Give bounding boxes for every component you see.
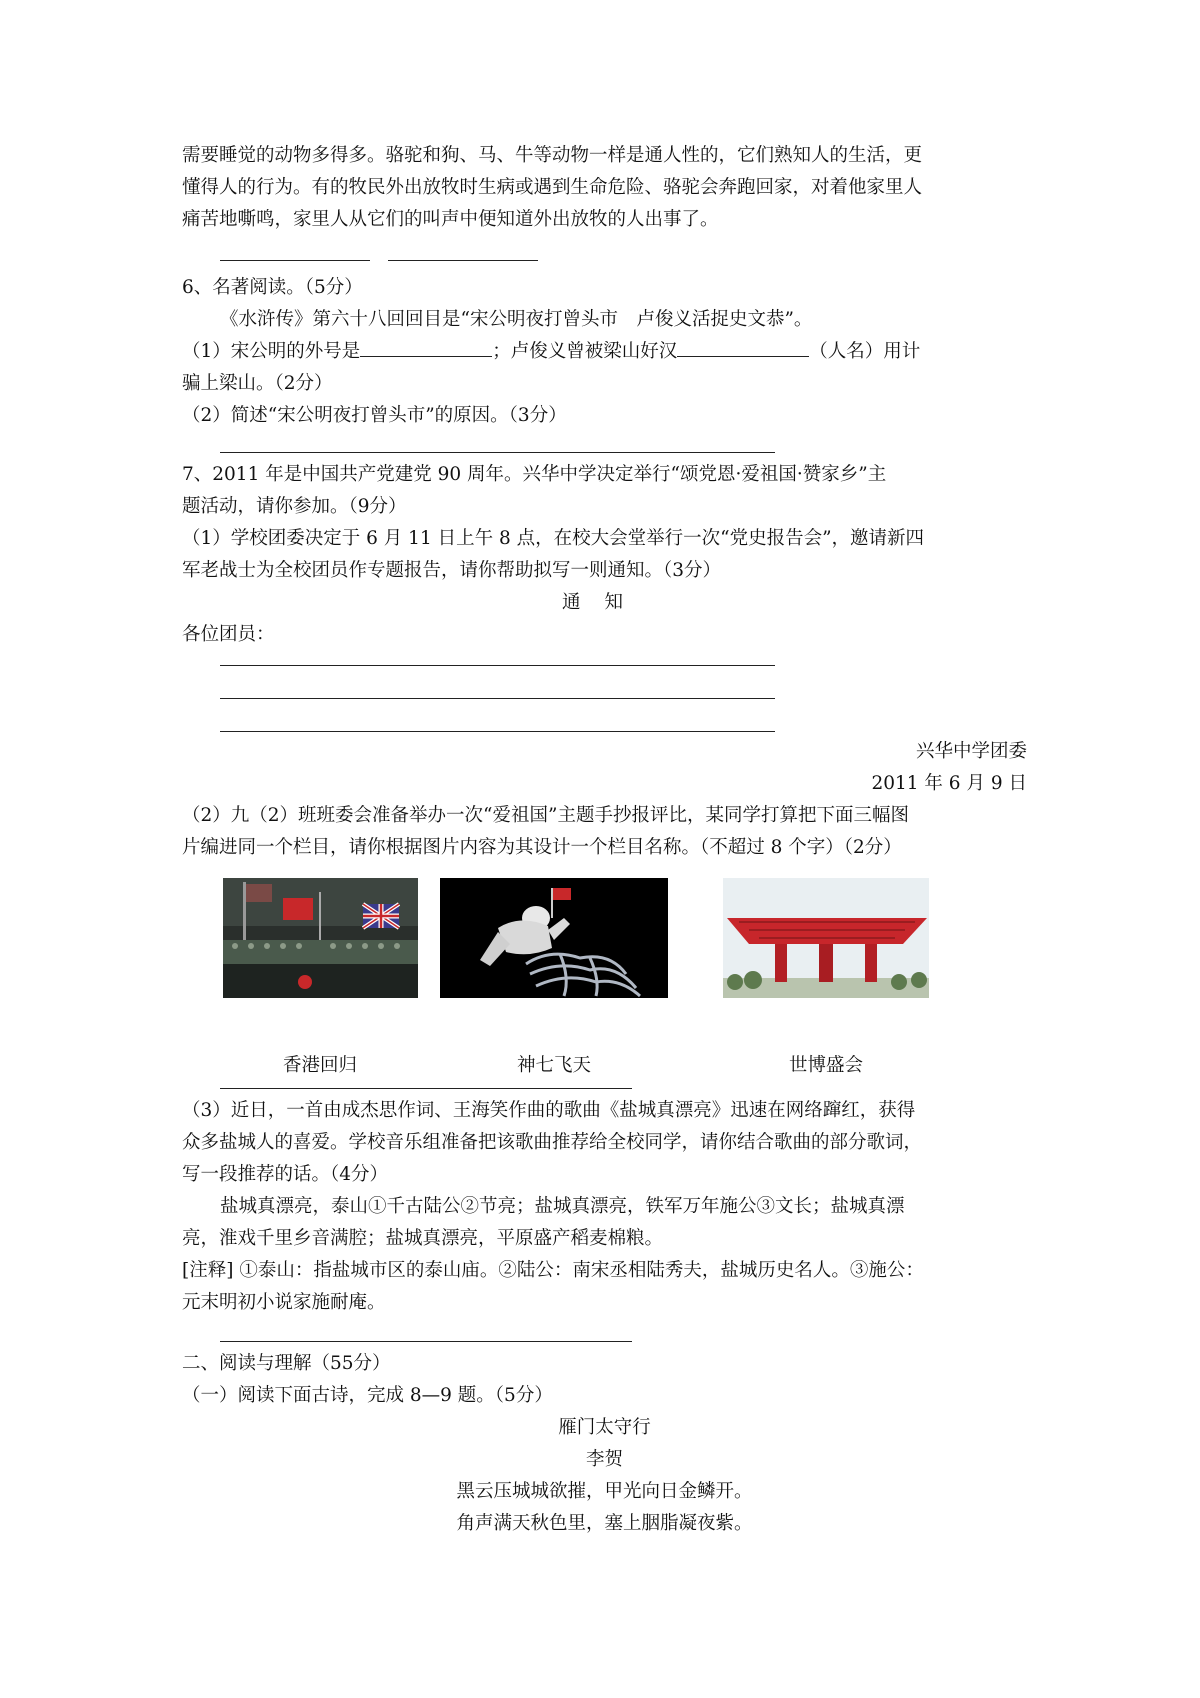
- q6-title: 6、名著阅读。（5分）: [182, 277, 363, 298]
- q6-sub1-text-a: （1）宋公明的外号是: [182, 341, 361, 362]
- picture-caption: 香港回归: [282, 1055, 357, 1076]
- q7-sub1-line2: 军老战士为全校团员作专题报告，请你帮助拟写一则通知。（3分）: [182, 560, 722, 581]
- shenzhou7-spacewalk-photo: [440, 878, 668, 998]
- q6-sub1: [182, 336, 1027, 368]
- picture-caption: 世博盛会: [788, 1055, 863, 1076]
- recommendation-answer-area[interactable]: [182, 1319, 1027, 1342]
- answer-line[interactable]: [220, 1319, 632, 1342]
- person-name-blank[interactable]: [677, 336, 809, 357]
- lyrics-line: 盐城真漂亮，泰山①千古陆公②节亮；盐城真漂亮，铁军万年施公③文长；盐城真漂: [220, 1196, 905, 1217]
- q6-answer-area[interactable]: [182, 432, 1027, 453]
- answer-blank[interactable]: [388, 244, 538, 261]
- passage-line: 痛苦地嘶鸣，家里人从它们的叫声中便知道外出放牧的人出事了。: [182, 209, 719, 230]
- q7-sub2-line2: 片编进同一个栏目，请你根据图片内容为其设计一个栏目名称。（不超过 8 个字）（2分）: [182, 837, 902, 858]
- lyrics-note: [注释] ①泰山：指盐城市区的泰山庙。②陆公：南宋丞相陆秀夫，盐城历史名人。③施公：: [182, 1260, 924, 1281]
- q6-sub1-text-b: ；卢俊义曾被梁山好汉: [492, 341, 678, 362]
- q6-sub1-line2: 骗上梁山。（2分）: [182, 373, 333, 394]
- answer-line[interactable]: [220, 699, 775, 732]
- answer-line[interactable]: [220, 432, 775, 453]
- poem-title: 雁门太守行: [558, 1417, 651, 1438]
- q7-title: 7、2011 年是中国共产党建党 90 周年。兴华中学决定举行“颂党恩·爱祖国·赞家乡”主: [182, 464, 887, 485]
- lyrics-note-line2: 元末明初小说家施耐庵。: [182, 1292, 386, 1313]
- answer-line[interactable]: [220, 651, 775, 666]
- poem-line: 黑云压城城欲摧，甲光向日金鳞开。: [456, 1481, 753, 1502]
- q7-sub3-line2: 众多盐城人的喜爱。学校音乐组准备把该歌曲推荐给全校同学，请你结合歌曲的部分歌词，: [182, 1132, 923, 1153]
- expo-china-pavilion-photo: [723, 878, 929, 998]
- answer-line[interactable]: [220, 666, 775, 699]
- q7-sub1: （1）学校团委决定于 6 月 11 日上午 8 点，在校大会堂举行一次“党史报告会”，邀请新四: [182, 528, 925, 549]
- q6-sub2: （2）简述“宋公明夜打曾头市”的原因。（3分）: [182, 405, 567, 426]
- section2-part1: （一）阅读下面古诗，完成 8—9 题。（5分）: [182, 1385, 553, 1406]
- q6-intro: 《水浒传》第六十八回回目是“宋公明夜打曾头市 卢俊义活捉史文恭”。: [220, 309, 813, 330]
- poem-author: 李贺: [585, 1449, 623, 1470]
- q7-sub3: （3）近日，一首由成杰思作词、王海笑作曲的歌曲《盐城真漂亮》迅速在网络蹿红，获得: [182, 1100, 916, 1121]
- notice-heading: 通知: [561, 592, 647, 613]
- notice-answer-area[interactable]: [182, 651, 1027, 732]
- hong-kong-handover-photo: [223, 878, 418, 998]
- section2-title: 二、阅读与理解（55分）: [182, 1353, 391, 1374]
- q7-sub2: （2）九（2）班班委会准备举办一次“爱祖国”主题手抄报评比，某同学打算把下面三幅图: [182, 805, 909, 826]
- lyrics-line: 亮，淮戏千里乡音满腔；盐城真漂亮，平原盛产稻麦棉粮。: [182, 1228, 664, 1249]
- notice-date: 2011 年 6 月 9 日: [871, 773, 1027, 794]
- q7-title-line2: 题活动，请你参加。（9分）: [182, 496, 407, 517]
- answer-blanks-q5[interactable]: [182, 240, 1027, 272]
- poem-line: 角声满天秋色里，塞上胭脂凝夜紫。: [456, 1513, 753, 1534]
- notice-salutation: 各位团员：: [182, 624, 275, 645]
- document-page: [182, 140, 1027, 1540]
- notice-signer: 兴华中学团委: [915, 741, 1027, 762]
- picture-row: [182, 878, 1027, 1088]
- answer-blank[interactable]: [220, 244, 370, 261]
- passage-line: 需要睡觉的动物多得多。骆驼和狗、马、牛等动物一样是通人性的，它们熟知人的生活，更: [182, 145, 923, 166]
- picture-caption: 神七飞天: [516, 1055, 591, 1076]
- q6-sub1-text-c: （人名）用计: [809, 341, 921, 362]
- nickname-blank[interactable]: [360, 336, 492, 357]
- passage-line: 懂得人的行为。有的牧民外出放牧时生病或遇到生命危险、骆驼会奔跑回家，对着他家里人: [182, 177, 923, 198]
- q7-sub3-line3: 写一段推荐的话。（4分）: [182, 1164, 389, 1185]
